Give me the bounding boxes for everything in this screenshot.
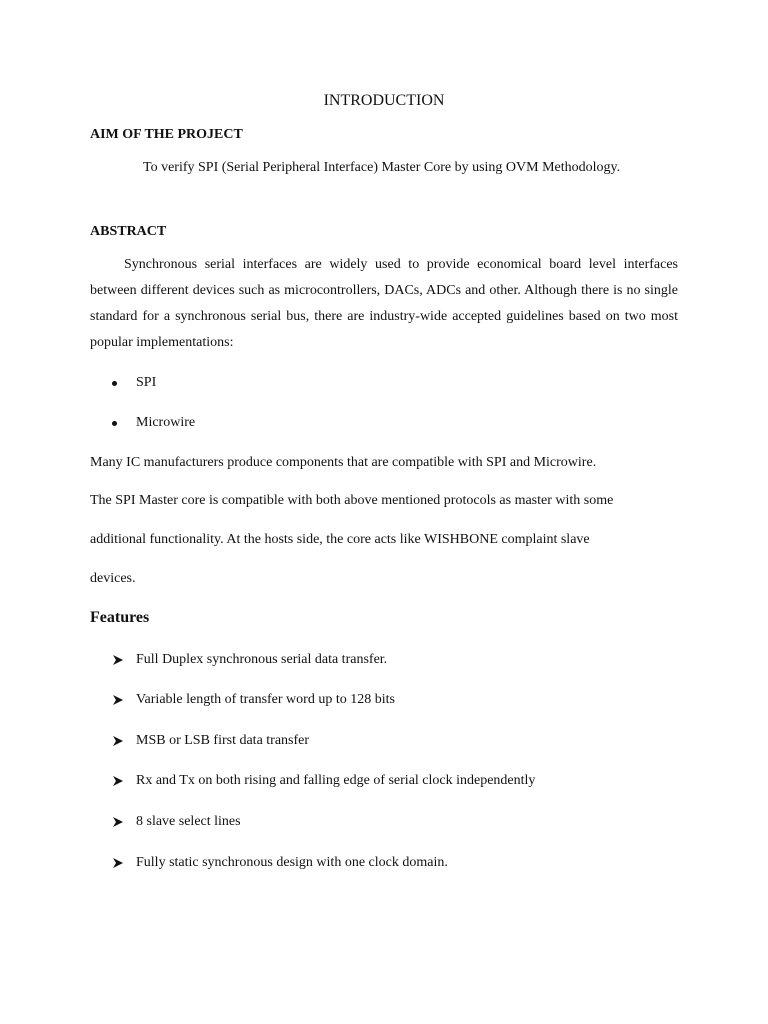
- list-item: [112, 854, 448, 872]
- list-item: [112, 374, 156, 392]
- paragraph-line: additional functionality. At the hosts side, the core acts like WISHBONE complaint slave: [90, 532, 590, 547]
- arrow-bullet-icon: [112, 816, 124, 828]
- list-item-text: Variable length of transfer word up to 128 bits: [136, 692, 395, 707]
- list-item-text: MSB or LSB first data transfer: [136, 733, 310, 748]
- list-item-text: Fully static synchronous design with one clock domain.: [136, 855, 448, 870]
- arrow-bullet-icon: [112, 857, 124, 869]
- arrow-bullet-icon: [112, 654, 124, 666]
- list-item: [112, 813, 241, 831]
- list-item-text: SPI: [136, 375, 157, 390]
- features-heading: Features: [90, 609, 150, 626]
- list-item-text: Microwire: [136, 415, 196, 430]
- arrow-bullet-icon: [112, 775, 124, 787]
- bullet-dot-icon: [112, 381, 117, 386]
- list-item-text: Full Duplex synchronous serial data transfer.: [136, 652, 388, 667]
- arrow-bullet-icon: [112, 735, 124, 747]
- arrow-bullet-icon: [112, 694, 124, 706]
- paragraph-line: Many IC manufacturers produce components that are compatible with SPI and Microwire.: [90, 455, 597, 470]
- aim-text: To verify SPI (Serial Peripheral Interface) Master Core by using OVM Methodology.: [143, 160, 621, 175]
- aim-heading: AIM OF THE PROJECT: [90, 127, 243, 142]
- list-item-text: 8 slave select lines: [136, 814, 241, 829]
- page-title: INTRODUCTION: [323, 92, 445, 109]
- paragraph-line: devices.: [90, 571, 136, 586]
- bullet-dot-icon: [112, 421, 117, 426]
- paragraph-line: The SPI Master core is compatible with both above mentioned protocols as master with some: [90, 493, 614, 508]
- list-item: [112, 691, 395, 709]
- list-item-text: Rx and Tx on both rising and falling edge of serial clock independently: [136, 773, 536, 788]
- abstract-heading: ABSTRACT: [90, 224, 167, 239]
- list-item: [112, 772, 535, 790]
- list-item: [112, 414, 195, 432]
- list-item: [112, 651, 387, 669]
- abstract-paragraph: Synchronous serial interfaces are widely used to provide economical board level interfaces between different devices such as microcontrollers, DACs, ADCs and other. Although there is no single standard for a synchronous serial bus, there are industry-wide accepted guidelines based on two most popular implementations:: [90, 257, 678, 350]
- list-item: [112, 732, 309, 750]
